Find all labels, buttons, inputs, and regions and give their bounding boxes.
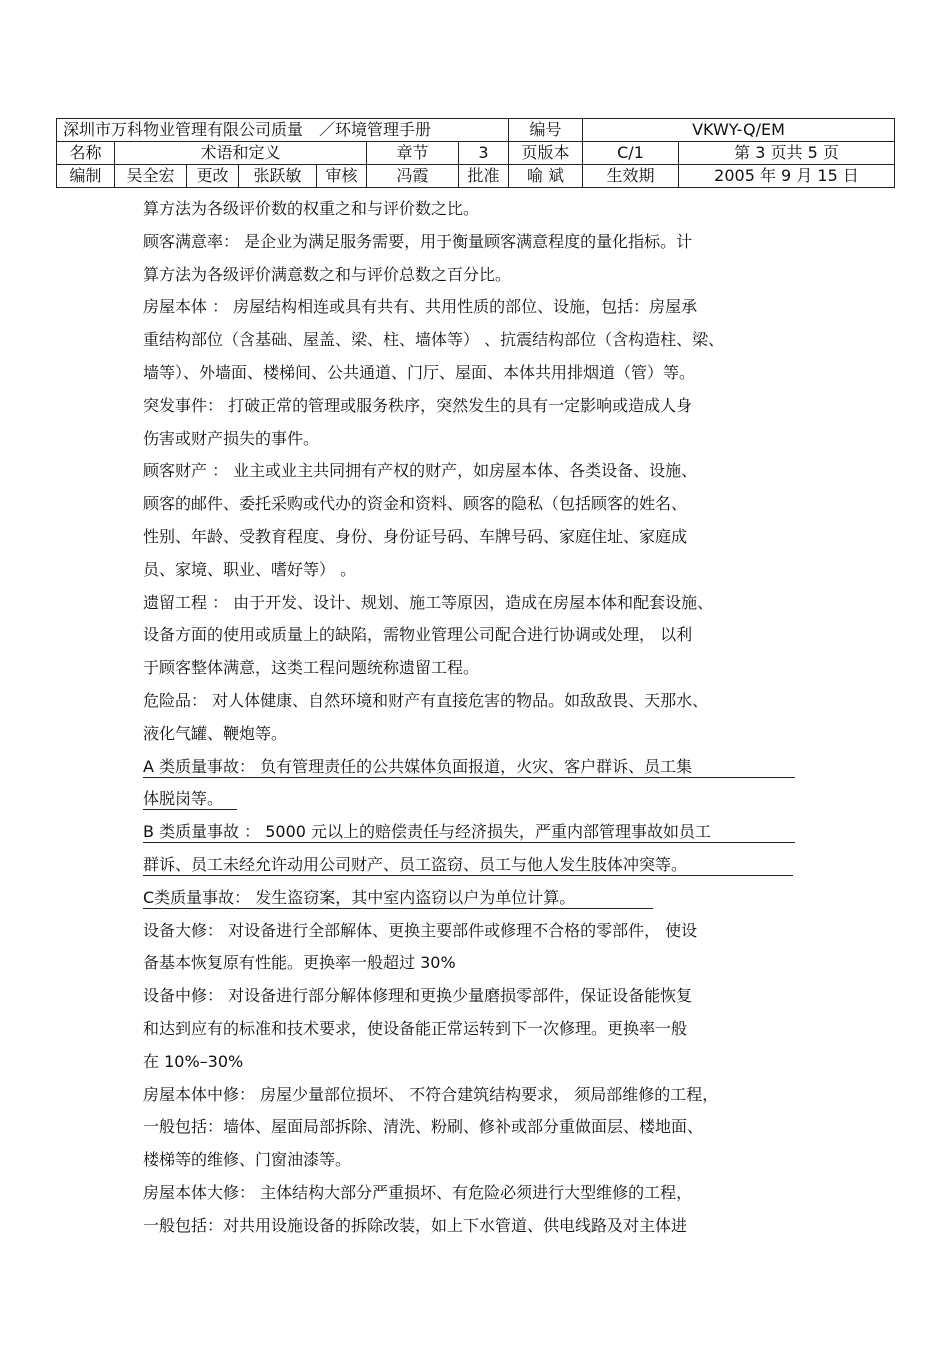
body-line: 顾客满意率： 是企业为满足服务需要，用于衡量顾客满意程度的量化指标。计 xyxy=(143,231,693,251)
approve-value: 喻 斌 xyxy=(509,165,583,188)
effective-label: 生效期 xyxy=(583,165,679,188)
body-line: 于顾客整体满意，这类工程问题统称遗留工程。 xyxy=(143,658,480,678)
document-header-table xyxy=(56,118,895,188)
body-line: 重结构部位（含基础、屋盖、梁、柱、墙体等） 、抗震结构部位（含构造柱、梁、 xyxy=(143,330,725,350)
body-line: 突发事件： 打破正常的管理或服务秩序，突然发生的具有一定影响或造成人身 xyxy=(143,395,693,415)
body-line: 顾客的邮件、委托采购或代办的资金和资料、顾客的隐私（包括顾客的姓名、 xyxy=(143,494,688,514)
body-line: 设备大修： 对设备进行全部解体、更换主要部件或修理不合格的零部件， 使设 xyxy=(143,920,698,940)
body-line-underlined xyxy=(143,882,823,915)
underlined-text: B 类质量事故 ： 5000 元以上的赔偿责任与经济损失，严重内部管理事故如员工 xyxy=(143,822,795,843)
revise-label: 更改 xyxy=(187,165,239,188)
body-line: 顾客财产 ： 业主或业主共同拥有产权的财产，如房屋本体、各类设备、设施、 xyxy=(143,461,698,481)
body-line: 一般包括：墙体、屋面局部拆除、清洗、粉刷、修补或部分重做面层、楼地面、 xyxy=(143,1117,704,1137)
version-label: 页版本 xyxy=(509,142,583,165)
body-line: 设备方面的使用或质量上的缺陷，需物业管理公司配合进行协调或处理， 以利 xyxy=(143,625,693,645)
underlined-text: C类质量事故： 发生盗窃案，其中室内盗窃以户为单位计算。 xyxy=(143,888,653,909)
code-label: 编号 xyxy=(509,119,583,142)
body-line: 备基本恢复原有性能。更换率一般超过 30% xyxy=(143,953,456,973)
effective-value: 2005 年 9 月 15 日 xyxy=(679,165,895,188)
body-line: 遗留工程 ： 由于开发、设计、规划、施工等原因，造成在房屋本体和配套设施、 xyxy=(143,592,714,612)
underlined-text: A 类质量事故： 负有管理责任的公共媒体负面报道，火灾、客户群诉、员工集 xyxy=(143,757,795,778)
body-line: 设备中修： 对设备进行部分解体修理和更换少量磨损零部件，保证设备能恢复 xyxy=(143,986,693,1006)
header-row-title xyxy=(57,119,895,142)
author-label: 编制 xyxy=(57,165,115,188)
body-line: 伤害或财产损失的事件。 xyxy=(143,428,320,448)
page-info: 第 3 页共 5 页 xyxy=(679,142,895,165)
underlined-text: 群诉、员工未经允许动用公司财产、员工盗窃、员工与他人发生肢体冲突等。 xyxy=(143,855,793,876)
chapter-value: 3 xyxy=(459,142,509,165)
body-line: 在 10%–30% xyxy=(143,1051,244,1071)
name-label: 名称 xyxy=(57,142,115,165)
author-value: 吴全宏 xyxy=(115,165,187,188)
manual-title: 深圳市万科物业管理有限公司质量 ／环境管理手册 xyxy=(57,119,509,142)
version-value: C/1 xyxy=(583,142,679,165)
review-label: 审核 xyxy=(317,165,367,188)
body-line: 墙等）、外墙面、楼梯间、公共通道、门厅、屋面、本体共用排烟道（管）等。 xyxy=(143,362,696,382)
body-line-underlined xyxy=(143,849,823,882)
chapter-label: 章节 xyxy=(367,142,459,165)
body-line-underlined xyxy=(143,783,823,816)
body-line: 危险品： 对人体健康、自然环境和财产有直接危害的物品。如敌敌畏、天那水、 xyxy=(143,690,709,710)
body-line-underlined xyxy=(143,751,823,784)
body-line: 液化气罐、鞭炮等。 xyxy=(143,723,288,743)
body-line: 员、家境、职业、嗜好等） 。 xyxy=(143,559,357,579)
body-line-underlined xyxy=(143,816,823,849)
body-line: 和达到应有的标准和技术要求，使设备能正常运转到下一次修理。更换率一般 xyxy=(143,1018,688,1038)
body-line: 性别、年龄、受教育程度、身份、身份证号码、车牌号码、家庭住址、家庭成 xyxy=(143,526,688,546)
body-line: 一般包括：对共用设施设备的拆除改装，如上下水管道、供电线路及对主体进 xyxy=(143,1215,688,1235)
underlined-text: 体脱岗等。 xyxy=(143,789,237,810)
code-value: VKWY-Q/EM xyxy=(583,119,895,142)
body-line: 房屋本体 ： 房屋结构相连或具有共有、共用性质的部位、设施，包括：房屋承 xyxy=(143,297,698,317)
body-line: 算方法为各级评价满意数之和与评价总数之百分比。 xyxy=(143,264,512,284)
header-row-author xyxy=(57,165,895,188)
document-body xyxy=(143,193,823,1243)
approve-label: 批准 xyxy=(459,165,509,188)
body-line: 房屋本体大修： 主体结构大部分严重损坏、有危险必须进行大型维修的工程， xyxy=(143,1182,693,1202)
body-line: 楼梯等的维修、门窗油漆等。 xyxy=(143,1150,352,1170)
header-row-name xyxy=(57,142,895,165)
name-value: 术语和定义 xyxy=(115,142,367,165)
body-line: 算方法为各级评价数的权重之和与评价数之比。 xyxy=(143,199,480,218)
review-value: 冯霞 xyxy=(367,165,459,188)
body-line: 房屋本体中修： 房屋少量部位损坏、 不符合建筑结构要求， 须局部维修的工程， xyxy=(143,1084,719,1104)
revise-value: 张跃敏 xyxy=(239,165,317,188)
